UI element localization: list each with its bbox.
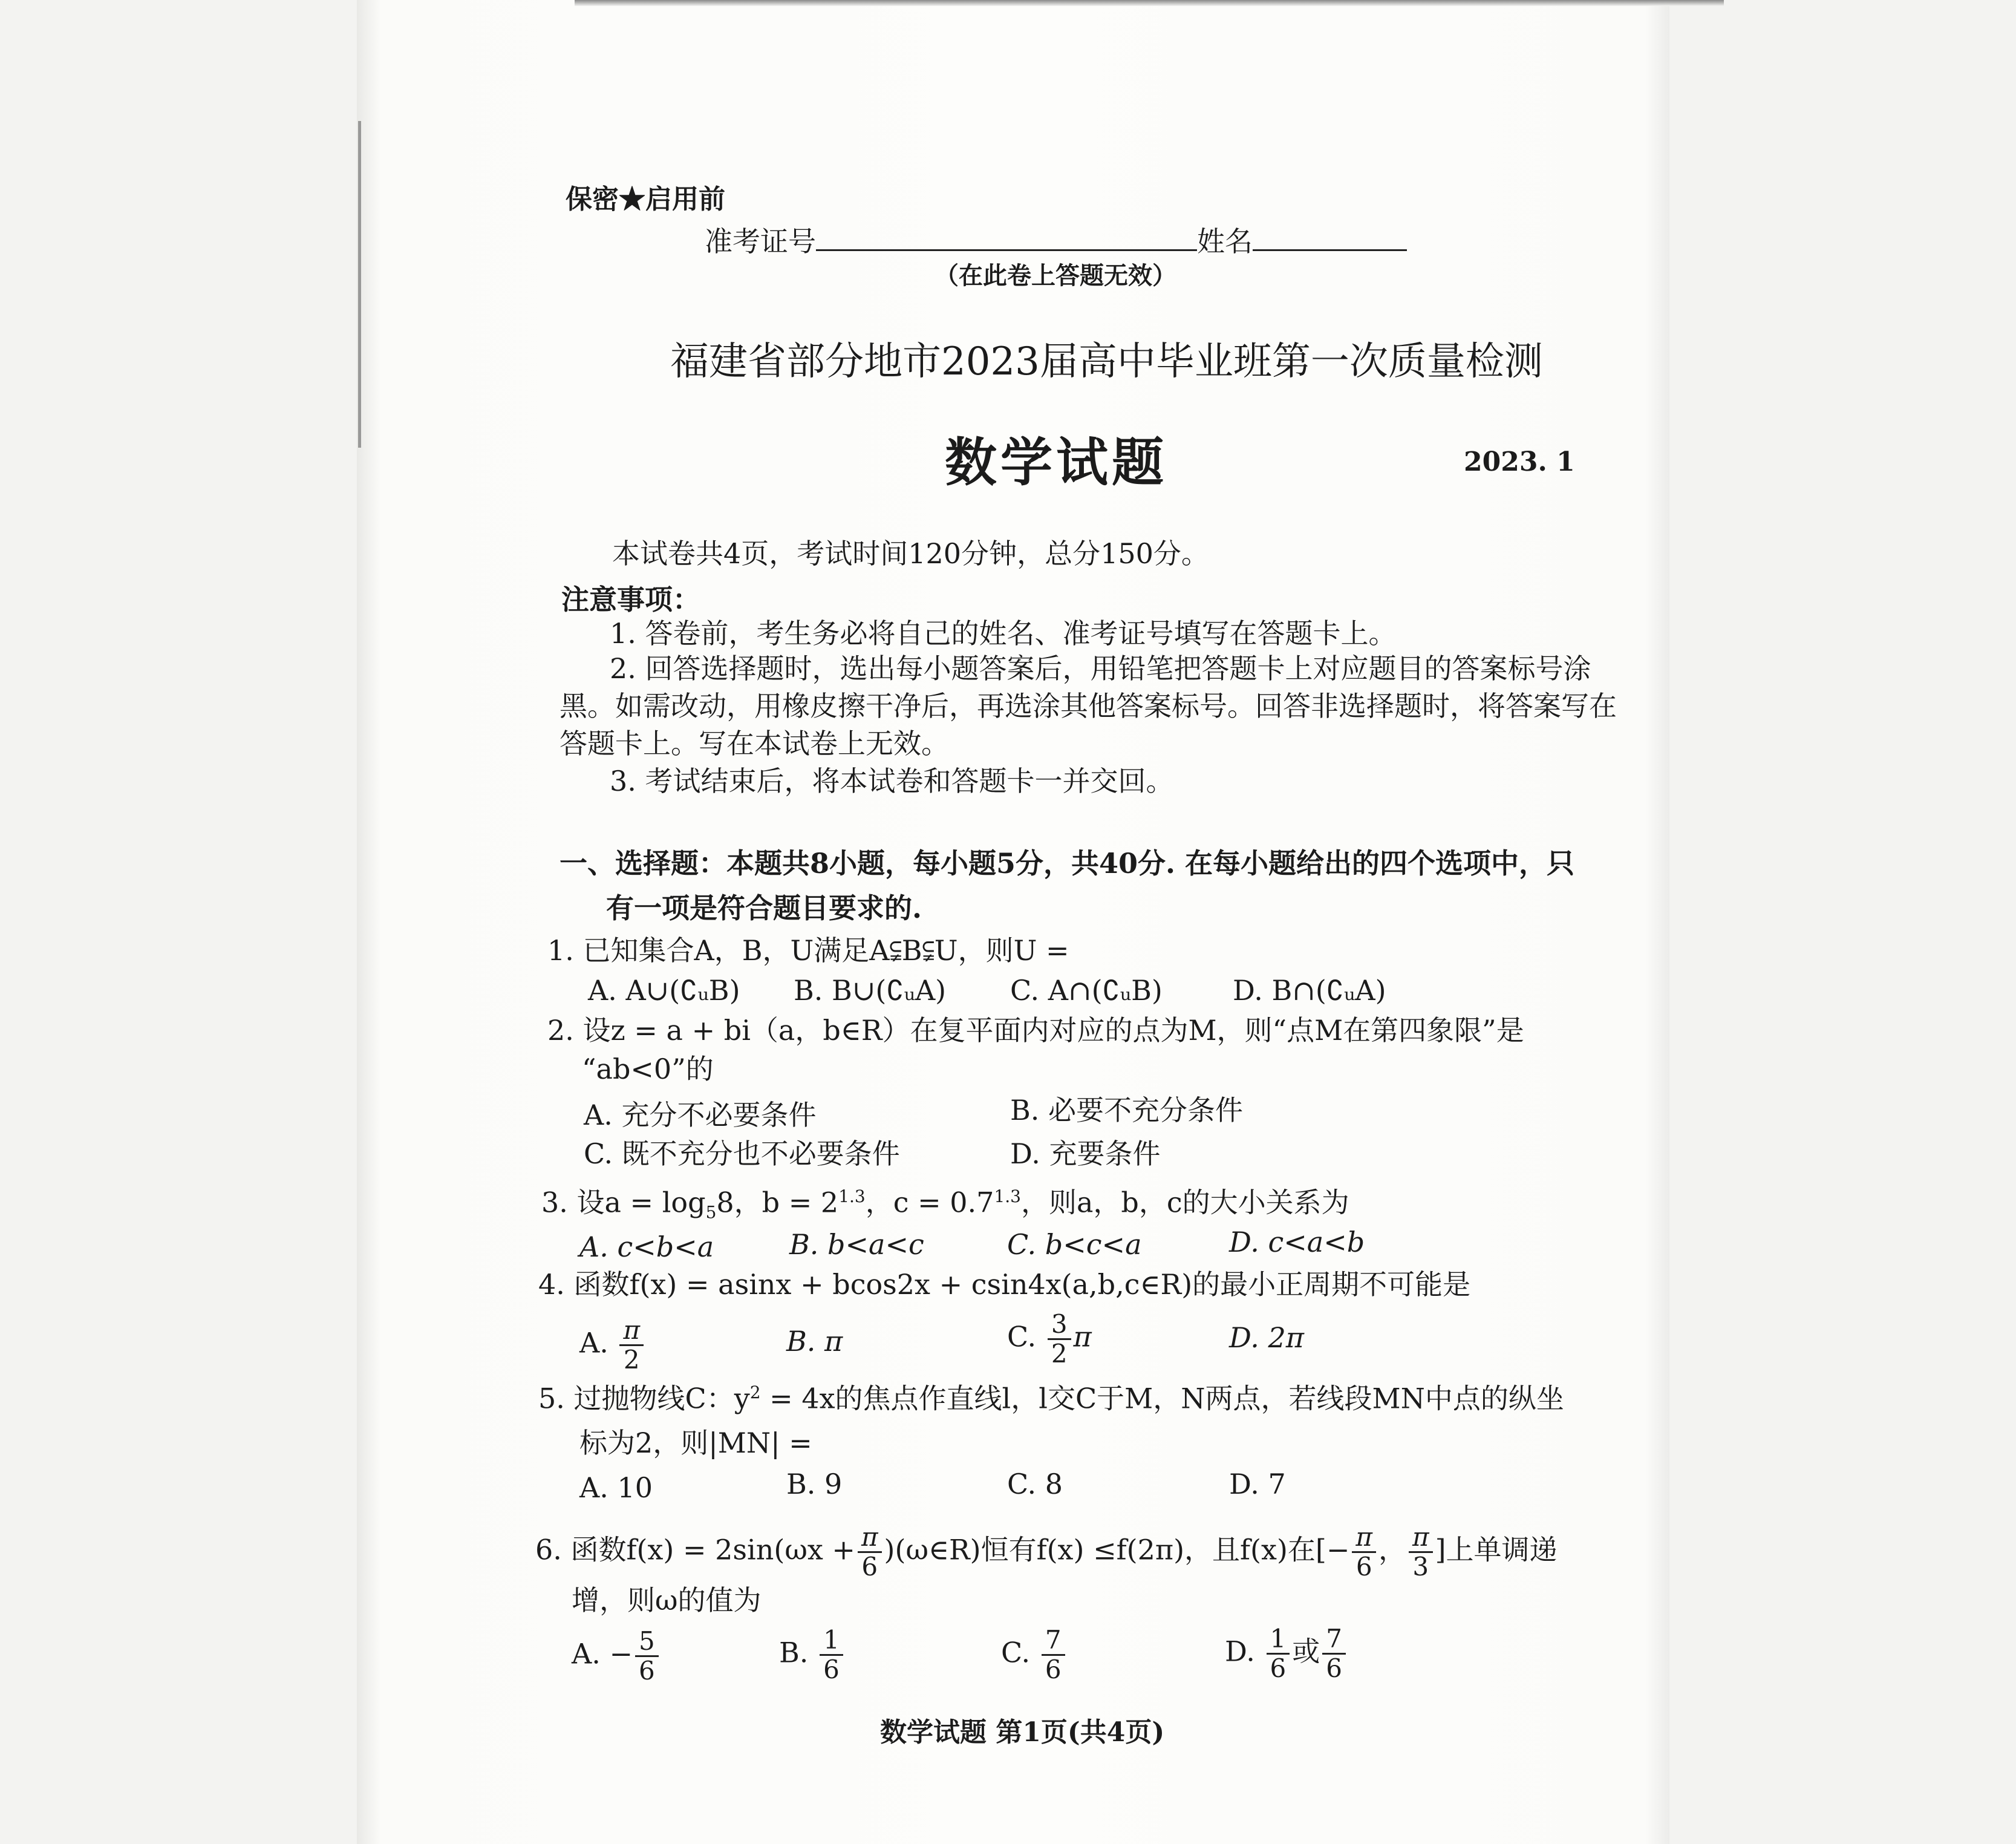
numerator: π — [619, 1316, 644, 1346]
option-label: A. — [572, 1637, 601, 1670]
q3-log-base: 5 — [705, 1202, 717, 1223]
q3-stem-part: 3. 设a = log — [541, 1186, 706, 1219]
fraction — [820, 1626, 843, 1684]
q3-stem — [541, 1188, 1349, 1221]
section1-heading-line2: 有一项是符合题目要求的. — [606, 892, 922, 924]
name-field[interactable] — [1253, 225, 1407, 251]
fraction — [1267, 1625, 1290, 1682]
fraction — [1352, 1523, 1376, 1581]
note-item-2-line3: 答题卡上。写在本试卷上无效。 — [559, 727, 949, 760]
numerator: π — [1352, 1523, 1376, 1553]
option-label: B. — [779, 1636, 809, 1669]
numerator: 1 — [820, 1626, 843, 1656]
numerator: 5 — [635, 1627, 659, 1657]
page-footer: 数学试题 第1页(共4页) — [880, 1717, 1165, 1748]
numerator: 1 — [1267, 1625, 1290, 1655]
numerator: 7 — [1322, 1625, 1346, 1655]
q6-stem-part: ]上单调递 — [1435, 1533, 1558, 1566]
or-word: 或 — [1292, 1635, 1320, 1668]
q1-option-b[interactable]: B. B∪(∁ᵤA) — [794, 974, 947, 1007]
denominator: 6 — [639, 1656, 655, 1686]
denominator: 2 — [623, 1345, 640, 1375]
fraction — [1409, 1523, 1433, 1581]
q6-stem-part: )(ω∈R)恒有f(x) ≤f(2π)，且f(x)在[− — [884, 1533, 1350, 1566]
option-label: C. — [1001, 1636, 1031, 1669]
option-label: C. — [1007, 1320, 1037, 1353]
exam-date: 2023. 1 — [1464, 446, 1575, 477]
fraction — [619, 1316, 644, 1374]
note-item-2-line2: 黑。如需改动，用橡皮擦干净后，再选涂其他答案标号。回答非选择题时，将答案写在 — [559, 690, 1617, 722]
q5-option-a[interactable]: A. 10 — [579, 1471, 653, 1504]
confidential-mark: 保密★启用前 — [566, 184, 725, 215]
note-item-2-line1: 2. 回答选择题时，选出每小题答案后，用铅笔把答题卡上对应题目的答案标号涂 — [610, 652, 1591, 685]
note-item-3: 3. 考试结束后，将本试卷和答题卡一并交回。 — [610, 765, 1174, 797]
q3-exponent: 1.3 — [994, 1186, 1021, 1206]
q3-option-c[interactable]: C. b<c<a — [1007, 1228, 1142, 1261]
pi-symbol: π — [1073, 1320, 1092, 1353]
option-label: A. — [579, 1326, 608, 1359]
q3-option-a[interactable]: A. c<b<a — [579, 1231, 714, 1263]
denominator: 6 — [861, 1552, 878, 1582]
q4-option-d[interactable]: D. 2π — [1229, 1321, 1304, 1354]
q2-stem: 2. 设z = a + bi（a，b∈R）在复平面内对应的点为M，则“点M在第四象限”是 — [547, 1014, 1524, 1047]
minus-sign: − — [609, 1637, 633, 1670]
q6-stem-part: 6. 函数f(x) = 2sin(ωx + — [535, 1533, 855, 1566]
fraction — [1322, 1625, 1346, 1682]
q5-stem-part: 5. 过抛物线C：y — [538, 1382, 750, 1415]
q3-option-d[interactable]: D. c<a<b — [1229, 1226, 1365, 1258]
fraction — [635, 1627, 659, 1685]
q5-stem — [538, 1382, 1564, 1415]
exam-id-row — [705, 225, 1407, 258]
numerator: π — [1409, 1523, 1433, 1553]
option-label: D. — [1225, 1635, 1255, 1668]
q3-stem-part: ，则a，b，c的大小关系为 — [1020, 1186, 1349, 1219]
numerator: 3 — [1048, 1310, 1071, 1340]
q5-option-d[interactable]: D. 7 — [1229, 1468, 1286, 1500]
fraction — [1042, 1626, 1065, 1684]
q3-stem-part: ，c = 0.7 — [865, 1186, 994, 1219]
notes-heading: 注意事项： — [561, 583, 700, 616]
comma: ， — [1378, 1533, 1406, 1566]
q6-option-c[interactable] — [1001, 1626, 1068, 1684]
name-label: 姓名 — [1197, 225, 1253, 258]
q2-option-b[interactable]: B. 必要不充分条件 — [1010, 1094, 1244, 1126]
q6-stem-line2: 增，则ω的值为 — [572, 1584, 762, 1617]
q1-stem: 1. 已知集合A，B，U满足A⫋B⫋U，则U = — [547, 934, 1069, 967]
exam-title: 福建省部分地市2023届高中毕业班第一次质量检测 — [670, 339, 1543, 384]
q3-exponent: 1.3 — [838, 1186, 866, 1206]
denominator: 6 — [1045, 1655, 1062, 1685]
q2-option-d[interactable]: D. 充要条件 — [1010, 1137, 1161, 1170]
q1-option-c[interactable]: C. A∩(∁ᵤB) — [1010, 974, 1163, 1007]
intro-text: 本试卷共4页，考试时间120分钟，总分150分。 — [612, 537, 1209, 570]
q5-stem-part: = 4x的焦点作直线l，l交C于M，N两点，若线段MN中点的纵坐 — [760, 1382, 1564, 1415]
q1-option-d[interactable]: D. B∩(∁ᵤA) — [1233, 974, 1386, 1007]
fraction — [1048, 1310, 1071, 1368]
q5-stem-line2: 标为2，则|MN| = — [579, 1427, 812, 1459]
exam-id-field[interactable] — [816, 225, 1197, 251]
q4-option-a[interactable] — [579, 1316, 646, 1374]
numerator: 7 — [1042, 1626, 1065, 1656]
q1-option-a[interactable]: A. A∪(∁ᵤB) — [588, 974, 740, 1007]
numerator: π — [858, 1523, 882, 1553]
q2-stem-line2: “ab<0”的 — [582, 1053, 714, 1085]
q6-option-a[interactable] — [572, 1627, 661, 1685]
section1-heading: 一、选择题：本题共8小题，每小题5分，共40分. 在每小题给出的四个选项中，只 — [559, 847, 1575, 880]
denominator: 6 — [823, 1655, 840, 1685]
q5-option-b[interactable]: B. 9 — [786, 1468, 843, 1500]
invalid-note: （在此卷上答题无效） — [935, 261, 1176, 290]
q3-option-b[interactable]: B. b<a<c — [789, 1228, 924, 1261]
subject-title: 数学试题 — [945, 432, 1167, 493]
q5-exponent: 2 — [749, 1382, 761, 1402]
fraction — [858, 1523, 882, 1581]
exam-id-label: 准考证号 — [705, 225, 816, 258]
scan-edge-mark — [358, 121, 361, 448]
q4-option-b[interactable]: B. π — [786, 1325, 843, 1358]
denominator: 6 — [1326, 1653, 1342, 1684]
scan-top-shadow — [575, 0, 1724, 6]
q3-stem-part: 8，b = 2 — [716, 1186, 839, 1219]
q2-option-a[interactable]: A. 充分不必要条件 — [584, 1099, 817, 1131]
q4-stem: 4. 函数f(x) = asinx + bcos2x + csin4x(a,b,c∈R)的最小正周期不可能是 — [538, 1268, 1471, 1301]
denominator: 3 — [1412, 1552, 1429, 1582]
q6-option-d[interactable] — [1225, 1625, 1348, 1682]
q2-option-c[interactable]: C. 既不充分也不必要条件 — [584, 1137, 900, 1170]
note-item-1: 1. 答卷前，考生务必将自己的姓名、准考证号填写在答题卡上。 — [610, 617, 1397, 650]
denominator: 6 — [1270, 1653, 1287, 1684]
q6-option-b[interactable] — [779, 1626, 846, 1684]
denominator: 6 — [1355, 1552, 1372, 1582]
q4-option-c[interactable] — [1007, 1310, 1092, 1368]
q6-stem — [535, 1523, 1558, 1581]
q5-option-c[interactable]: C. 8 — [1007, 1468, 1063, 1500]
denominator: 2 — [1051, 1339, 1068, 1369]
